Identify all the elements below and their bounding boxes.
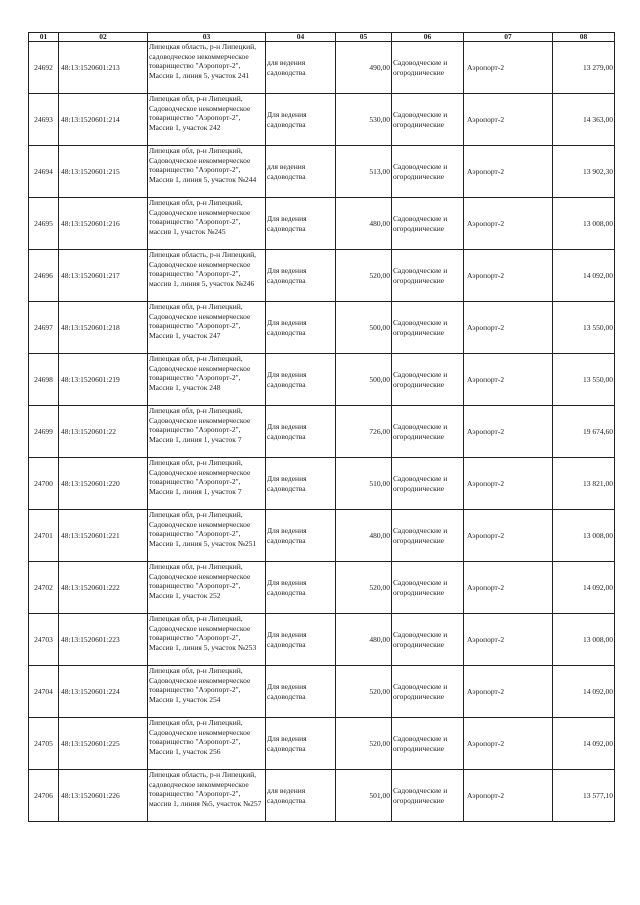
partnership-name: Аэропорт-2 bbox=[467, 530, 505, 540]
row-number: 24704 bbox=[34, 686, 53, 696]
permitted-use-cell bbox=[266, 666, 336, 718]
address: Липецкая обл, р-н Липецкий, Садоводческое некоммерческое товарищество "Аэропорт-2", Массив 1, участок 248 bbox=[149, 354, 251, 392]
land-category: Садоводческие и огороднические bbox=[393, 265, 448, 285]
cadastral-number-cell bbox=[59, 614, 148, 666]
land-category-cell bbox=[392, 42, 464, 94]
cadastral-number: 48:13:1520601:22 bbox=[61, 426, 117, 436]
table-row bbox=[29, 770, 615, 822]
area-cell bbox=[336, 42, 392, 94]
area: 480,00 bbox=[369, 634, 390, 644]
address: Липецкая область, р-н Липецкий, Садоводческое некоммерческое товарищество "Аэропорт-2", массив 1, линия 5, участок №246 bbox=[149, 250, 257, 288]
address: Липецкая обл, р-н Липецкий, Садоводческое некоммерческое товарищество "Аэропорт-2", Массив 1, участок 242 bbox=[149, 94, 251, 132]
partnership-name-cell bbox=[464, 718, 553, 770]
permitted-use-cell bbox=[266, 458, 336, 510]
permitted-use: Для ведения садоводства bbox=[267, 577, 307, 597]
row-number: 24694 bbox=[34, 166, 53, 176]
row-number-cell bbox=[29, 146, 59, 198]
area: 480,00 bbox=[369, 218, 390, 228]
cadastral-number: 48:13:1520601:220 bbox=[61, 478, 120, 488]
address: Липецкая обл, р-н Липецкий, Садоводческое некоммерческое товарищество "Аэропорт-2", Массив 1, линия 5, участок №244 bbox=[149, 146, 257, 184]
cadastral-number: 48:13:1520601:223 bbox=[61, 634, 120, 644]
address: Липецкая обл, р-н Липецкий, Садоводческое некоммерческое товарищество "Аэропорт-2", Массив 1, линия 5, участок №251 bbox=[149, 510, 257, 548]
land-category-cell bbox=[392, 770, 464, 822]
header-row bbox=[29, 33, 615, 42]
address-cell bbox=[148, 354, 266, 406]
cadastral-number-cell bbox=[59, 302, 148, 354]
row-number-cell bbox=[29, 354, 59, 406]
address: Липецкая обл, р-н Липецкий, Садоводческое некоммерческое товарищество "Аэропорт-2", массив 1, участок №245 bbox=[149, 198, 251, 236]
area-cell bbox=[336, 770, 392, 822]
table-row bbox=[29, 458, 615, 510]
row-number: 24700 bbox=[34, 478, 53, 488]
address-cell bbox=[148, 198, 266, 250]
area: 726,00 bbox=[369, 426, 390, 436]
partnership-name-cell bbox=[464, 666, 553, 718]
permitted-use: Для ведения садоводства bbox=[267, 369, 307, 389]
row-number-cell bbox=[29, 94, 59, 146]
partnership-name-cell bbox=[464, 614, 553, 666]
cadastral-value: 14 363,00 bbox=[583, 114, 613, 124]
cadastral-value: 14 092,00 bbox=[583, 738, 613, 748]
cadastral-number-cell bbox=[59, 42, 148, 94]
address-cell bbox=[148, 718, 266, 770]
column-header: 04 bbox=[266, 33, 336, 42]
partnership-name-cell bbox=[464, 146, 553, 198]
permitted-use: для ведения садоводства bbox=[267, 785, 306, 805]
permitted-use-cell bbox=[266, 510, 336, 562]
row-number-cell bbox=[29, 718, 59, 770]
address-cell bbox=[148, 94, 266, 146]
land-category-cell bbox=[392, 94, 464, 146]
row-number-cell bbox=[29, 406, 59, 458]
row-number: 24697 bbox=[34, 322, 53, 332]
land-category: Садоводческие и огороднические bbox=[393, 109, 448, 129]
partnership-name: Аэропорт-2 bbox=[467, 374, 505, 384]
land-category: Садоводческие и огороднические bbox=[393, 473, 448, 493]
partnership-name-cell bbox=[464, 562, 553, 614]
row-number-cell bbox=[29, 562, 59, 614]
area-cell bbox=[336, 94, 392, 146]
permitted-use-cell bbox=[266, 614, 336, 666]
area-cell bbox=[336, 458, 392, 510]
cadastral-value: 13 008,00 bbox=[583, 218, 613, 228]
area: 520,00 bbox=[369, 270, 390, 280]
column-header: 05 bbox=[336, 33, 392, 42]
column-header: 06 bbox=[392, 33, 464, 42]
cadastral-value-cell bbox=[553, 198, 615, 250]
cadastral-number: 48:13:1520601:217 bbox=[61, 270, 120, 280]
land-category: Садоводческие и огороднические bbox=[393, 785, 448, 805]
row-number: 24702 bbox=[34, 582, 53, 592]
land-category-cell bbox=[392, 562, 464, 614]
cadastral-number-cell bbox=[59, 770, 148, 822]
partnership-name-cell bbox=[464, 42, 553, 94]
land-parcels-table bbox=[28, 32, 615, 822]
cadastral-number-cell bbox=[59, 146, 148, 198]
land-category-cell bbox=[392, 458, 464, 510]
cadastral-value: 13 550,00 bbox=[583, 322, 613, 332]
row-number-cell bbox=[29, 198, 59, 250]
cadastral-number: 48:13:1520601:221 bbox=[61, 530, 120, 540]
area-cell bbox=[336, 562, 392, 614]
partnership-name: Аэропорт-2 bbox=[467, 478, 505, 488]
column-header: 03 bbox=[148, 33, 266, 42]
address-cell bbox=[148, 302, 266, 354]
address: Липецкая область, р-н Липецкий, садоводческое некоммерческое товарищество "Аэропорт-2", Массив 1, линия 5, участок 241 bbox=[149, 42, 257, 80]
address: Липецкая обл, р-н Липецкий, Садоводческое некоммерческое товарищество "Аэропорт-2", Массив 1, линия 5, участок №253 bbox=[149, 614, 257, 652]
cadastral-number: 48:13:1520601:222 bbox=[61, 582, 120, 592]
partnership-name-cell bbox=[464, 458, 553, 510]
partnership-name: Аэропорт-2 bbox=[467, 322, 505, 332]
cadastral-number-cell bbox=[59, 666, 148, 718]
cadastral-number: 48:13:1520601:215 bbox=[61, 166, 120, 176]
cadastral-number-cell bbox=[59, 458, 148, 510]
address: Липецкая обл, р-н Липецкий, Садоводческое некоммерческое товарищество "Аэропорт-2", Массив 1, линия 1, участок 7 bbox=[149, 458, 251, 496]
area: 490,00 bbox=[369, 62, 390, 72]
table-row bbox=[29, 718, 615, 770]
row-number: 24701 bbox=[34, 530, 53, 540]
cadastral-value: 19 674,60 bbox=[583, 426, 613, 436]
cadastral-value-cell bbox=[553, 250, 615, 302]
cadastral-number: 48:13:1520601:213 bbox=[61, 62, 120, 72]
land-category-cell bbox=[392, 718, 464, 770]
table-row bbox=[29, 666, 615, 718]
land-category-cell bbox=[392, 406, 464, 458]
table-row bbox=[29, 146, 615, 198]
address-cell bbox=[148, 42, 266, 94]
address: Липецкая обл, р-н Липецкий, Садоводческое некоммерческое товарищество "Аэропорт-2", Массив 1, участок 252 bbox=[149, 562, 251, 600]
area: 500,00 bbox=[369, 322, 390, 332]
land-category-cell bbox=[392, 198, 464, 250]
partnership-name-cell bbox=[464, 406, 553, 458]
cadastral-value-cell bbox=[553, 666, 615, 718]
cadastral-number: 48:13:1520601:226 bbox=[61, 790, 120, 800]
permitted-use: Для ведения садоводства bbox=[267, 317, 307, 337]
cadastral-value: 14 092,00 bbox=[583, 686, 613, 696]
row-number-cell bbox=[29, 250, 59, 302]
permitted-use: Для ведения садоводства bbox=[267, 525, 307, 545]
permitted-use: Для ведения садоводства bbox=[267, 629, 307, 649]
area-cell bbox=[336, 406, 392, 458]
area-cell bbox=[336, 198, 392, 250]
cadastral-number: 48:13:1520601:225 bbox=[61, 738, 120, 748]
cadastral-value-cell bbox=[553, 562, 615, 614]
land-category-cell bbox=[392, 614, 464, 666]
land-category: Садоводческие и огороднические bbox=[393, 525, 448, 545]
column-header: 01 bbox=[29, 33, 59, 42]
partnership-name-cell bbox=[464, 302, 553, 354]
partnership-name-cell bbox=[464, 510, 553, 562]
partnership-name: Аэропорт-2 bbox=[467, 426, 505, 436]
partnership-name: Аэропорт-2 bbox=[467, 634, 505, 644]
area: 500,00 bbox=[369, 374, 390, 384]
permitted-use-cell bbox=[266, 562, 336, 614]
table-row bbox=[29, 354, 615, 406]
row-number: 24693 bbox=[34, 114, 53, 124]
partnership-name: Аэропорт-2 bbox=[467, 166, 505, 176]
area-cell bbox=[336, 614, 392, 666]
permitted-use: Для ведения садоводства bbox=[267, 213, 307, 233]
cadastral-value-cell bbox=[553, 146, 615, 198]
area: 480,00 bbox=[369, 530, 390, 540]
land-category: Садоводческие и огороднические bbox=[393, 161, 448, 181]
cadastral-number-cell bbox=[59, 718, 148, 770]
cadastral-number: 48:13:1520601:218 bbox=[61, 322, 120, 332]
table-row bbox=[29, 42, 615, 94]
area-cell bbox=[336, 354, 392, 406]
cadastral-value-cell bbox=[553, 354, 615, 406]
cadastral-number: 48:13:1520601:214 bbox=[61, 114, 120, 124]
permitted-use-cell bbox=[266, 406, 336, 458]
cadastral-number-cell bbox=[59, 250, 148, 302]
row-number: 24695 bbox=[34, 218, 53, 228]
cadastral-value-cell bbox=[553, 302, 615, 354]
cadastral-value: 13 577,10 bbox=[583, 790, 613, 800]
permitted-use-cell bbox=[266, 42, 336, 94]
area-cell bbox=[336, 718, 392, 770]
permitted-use-cell bbox=[266, 302, 336, 354]
permitted-use-cell bbox=[266, 770, 336, 822]
area: 501,00 bbox=[369, 790, 390, 800]
address: Липецкая обл, р-н Липецкий, Садоводческое некоммерческое товарищество "Аэропорт-2", Массив 1, линия 1, участок 7 bbox=[149, 406, 251, 444]
cadastral-number-cell bbox=[59, 94, 148, 146]
table-row bbox=[29, 94, 615, 146]
row-number: 24699 bbox=[34, 426, 53, 436]
row-number-cell bbox=[29, 510, 59, 562]
row-number-cell bbox=[29, 666, 59, 718]
column-header: 08 bbox=[553, 33, 615, 42]
cadastral-value: 14 092,00 bbox=[583, 582, 613, 592]
partnership-name: Аэропорт-2 bbox=[467, 114, 505, 124]
partnership-name: Аэропорт-2 bbox=[467, 270, 505, 280]
cadastral-value: 13 279,00 bbox=[583, 62, 613, 72]
cadastral-value-cell bbox=[553, 770, 615, 822]
partnership-name: Аэропорт-2 bbox=[467, 582, 505, 592]
land-category: Садоводческие и огороднические bbox=[393, 733, 448, 753]
row-number: 24706 bbox=[34, 790, 53, 800]
table-row bbox=[29, 250, 615, 302]
land-category-cell bbox=[392, 250, 464, 302]
row-number-cell bbox=[29, 770, 59, 822]
permitted-use: Для ведения садоводства bbox=[267, 421, 307, 441]
address-cell bbox=[148, 666, 266, 718]
partnership-name-cell bbox=[464, 94, 553, 146]
permitted-use: Для ведения садоводства bbox=[267, 473, 307, 493]
permitted-use-cell bbox=[266, 718, 336, 770]
land-category: Садоводческие и огороднические bbox=[393, 577, 448, 597]
table-row bbox=[29, 510, 615, 562]
cadastral-value: 14 092,00 bbox=[583, 270, 613, 280]
land-category-cell bbox=[392, 666, 464, 718]
table-row bbox=[29, 198, 615, 250]
land-category: Садоводческие и огороднические bbox=[393, 681, 448, 701]
cadastral-value-cell bbox=[553, 406, 615, 458]
cadastral-number-cell bbox=[59, 354, 148, 406]
area: 510,00 bbox=[369, 478, 390, 488]
land-category: Садоводческие и огороднические bbox=[393, 421, 448, 441]
address: Липецкая обл, р-н Липецкий, Садоводческое некоммерческое товарищество "Аэропорт-2", Массив 1, участок 256 bbox=[149, 718, 251, 756]
permitted-use: для ведения садоводства bbox=[267, 161, 306, 181]
permitted-use: Для ведения садоводства bbox=[267, 733, 307, 753]
cadastral-number: 48:13:1520601:216 bbox=[61, 218, 120, 228]
area: 520,00 bbox=[369, 582, 390, 592]
address-cell bbox=[148, 406, 266, 458]
cadastral-number: 48:13:1520601:224 bbox=[61, 686, 120, 696]
permitted-use-cell bbox=[266, 94, 336, 146]
address-cell bbox=[148, 458, 266, 510]
area-cell bbox=[336, 146, 392, 198]
land-category-cell bbox=[392, 302, 464, 354]
permitted-use: Для ведения садоводства bbox=[267, 265, 307, 285]
partnership-name-cell bbox=[464, 770, 553, 822]
address: Липецкая обл, р-н Липецкий, Садоводческое некоммерческое товарищество "Аэропорт-2", Массив 1, участок 254 bbox=[149, 666, 251, 704]
cadastral-value: 13 550,00 bbox=[583, 374, 613, 384]
partnership-name-cell bbox=[464, 250, 553, 302]
land-category: Садоводческие и огороднические bbox=[393, 629, 448, 649]
cadastral-number: 48:13:1520601:219 bbox=[61, 374, 120, 384]
partnership-name: Аэропорт-2 bbox=[467, 686, 505, 696]
land-category: Садоводческие и огороднические bbox=[393, 57, 448, 77]
partnership-name: Аэропорт-2 bbox=[467, 790, 505, 800]
row-number-cell bbox=[29, 42, 59, 94]
cadastral-value-cell bbox=[553, 718, 615, 770]
row-number: 24698 bbox=[34, 374, 53, 384]
row-number: 24705 bbox=[34, 738, 53, 748]
area: 513,00 bbox=[369, 166, 390, 176]
address-cell bbox=[148, 562, 266, 614]
cadastral-value-cell bbox=[553, 510, 615, 562]
land-category: Садоводческие и огороднические bbox=[393, 369, 448, 389]
land-category-cell bbox=[392, 146, 464, 198]
cadastral-value-cell bbox=[553, 42, 615, 94]
area-cell bbox=[336, 666, 392, 718]
land-category: Садоводческие и огороднические bbox=[393, 213, 448, 233]
cadastral-value: 13 008,00 bbox=[583, 634, 613, 644]
row-number-cell bbox=[29, 302, 59, 354]
land-category-cell bbox=[392, 354, 464, 406]
address: Липецкая обл, р-н Липецкий, Садоводческое некоммерческое товарищество "Аэропорт-2", Массив 1, участок 247 bbox=[149, 302, 251, 340]
table-row bbox=[29, 302, 615, 354]
area: 520,00 bbox=[369, 738, 390, 748]
table-row bbox=[29, 562, 615, 614]
row-number-cell bbox=[29, 458, 59, 510]
partnership-name-cell bbox=[464, 354, 553, 406]
cadastral-number-cell bbox=[59, 198, 148, 250]
cadastral-value: 13 821,00 bbox=[583, 478, 613, 488]
cadastral-value-cell bbox=[553, 458, 615, 510]
permitted-use: для ведения садоводства bbox=[267, 57, 306, 77]
cadastral-number-cell bbox=[59, 562, 148, 614]
cadastral-value-cell bbox=[553, 614, 615, 666]
partnership-name: Аэропорт-2 bbox=[467, 738, 505, 748]
partnership-name-cell bbox=[464, 198, 553, 250]
address-cell bbox=[148, 510, 266, 562]
partnership-name: Аэропорт-2 bbox=[467, 218, 505, 228]
address-cell bbox=[148, 614, 266, 666]
area-cell bbox=[336, 250, 392, 302]
area: 520,00 bbox=[369, 686, 390, 696]
permitted-use-cell bbox=[266, 198, 336, 250]
address-cell bbox=[148, 770, 266, 822]
address-cell bbox=[148, 146, 266, 198]
permitted-use-cell bbox=[266, 250, 336, 302]
land-category-cell bbox=[392, 510, 464, 562]
cadastral-number-cell bbox=[59, 406, 148, 458]
row-number: 24703 bbox=[34, 634, 53, 644]
permitted-use: Для ведения садоводства bbox=[267, 681, 307, 701]
cadastral-number-cell bbox=[59, 510, 148, 562]
land-category: Садоводческие и огороднические bbox=[393, 317, 448, 337]
table-row bbox=[29, 614, 615, 666]
cadastral-value-cell bbox=[553, 94, 615, 146]
partnership-name: Аэропорт-2 bbox=[467, 62, 505, 72]
column-header: 02 bbox=[59, 33, 148, 42]
permitted-use-cell bbox=[266, 146, 336, 198]
column-header: 07 bbox=[464, 33, 553, 42]
address-cell bbox=[148, 250, 266, 302]
permitted-use-cell bbox=[266, 354, 336, 406]
row-number: 24692 bbox=[34, 62, 53, 72]
row-number: 24696 bbox=[34, 270, 53, 280]
cadastral-value: 13 008,00 bbox=[583, 530, 613, 540]
cadastral-value: 13 902,30 bbox=[583, 166, 613, 176]
address: Липецкая область, р-н Липецкий, садоводческое некоммерческое товарищество "Аэропорт-2", массив 1, линия №5, участок №257 bbox=[149, 770, 262, 808]
area-cell bbox=[336, 302, 392, 354]
area: 530,00 bbox=[369, 114, 390, 124]
area-cell bbox=[336, 510, 392, 562]
permitted-use: Для ведения садоводства bbox=[267, 109, 307, 129]
row-number-cell bbox=[29, 614, 59, 666]
table-row bbox=[29, 406, 615, 458]
